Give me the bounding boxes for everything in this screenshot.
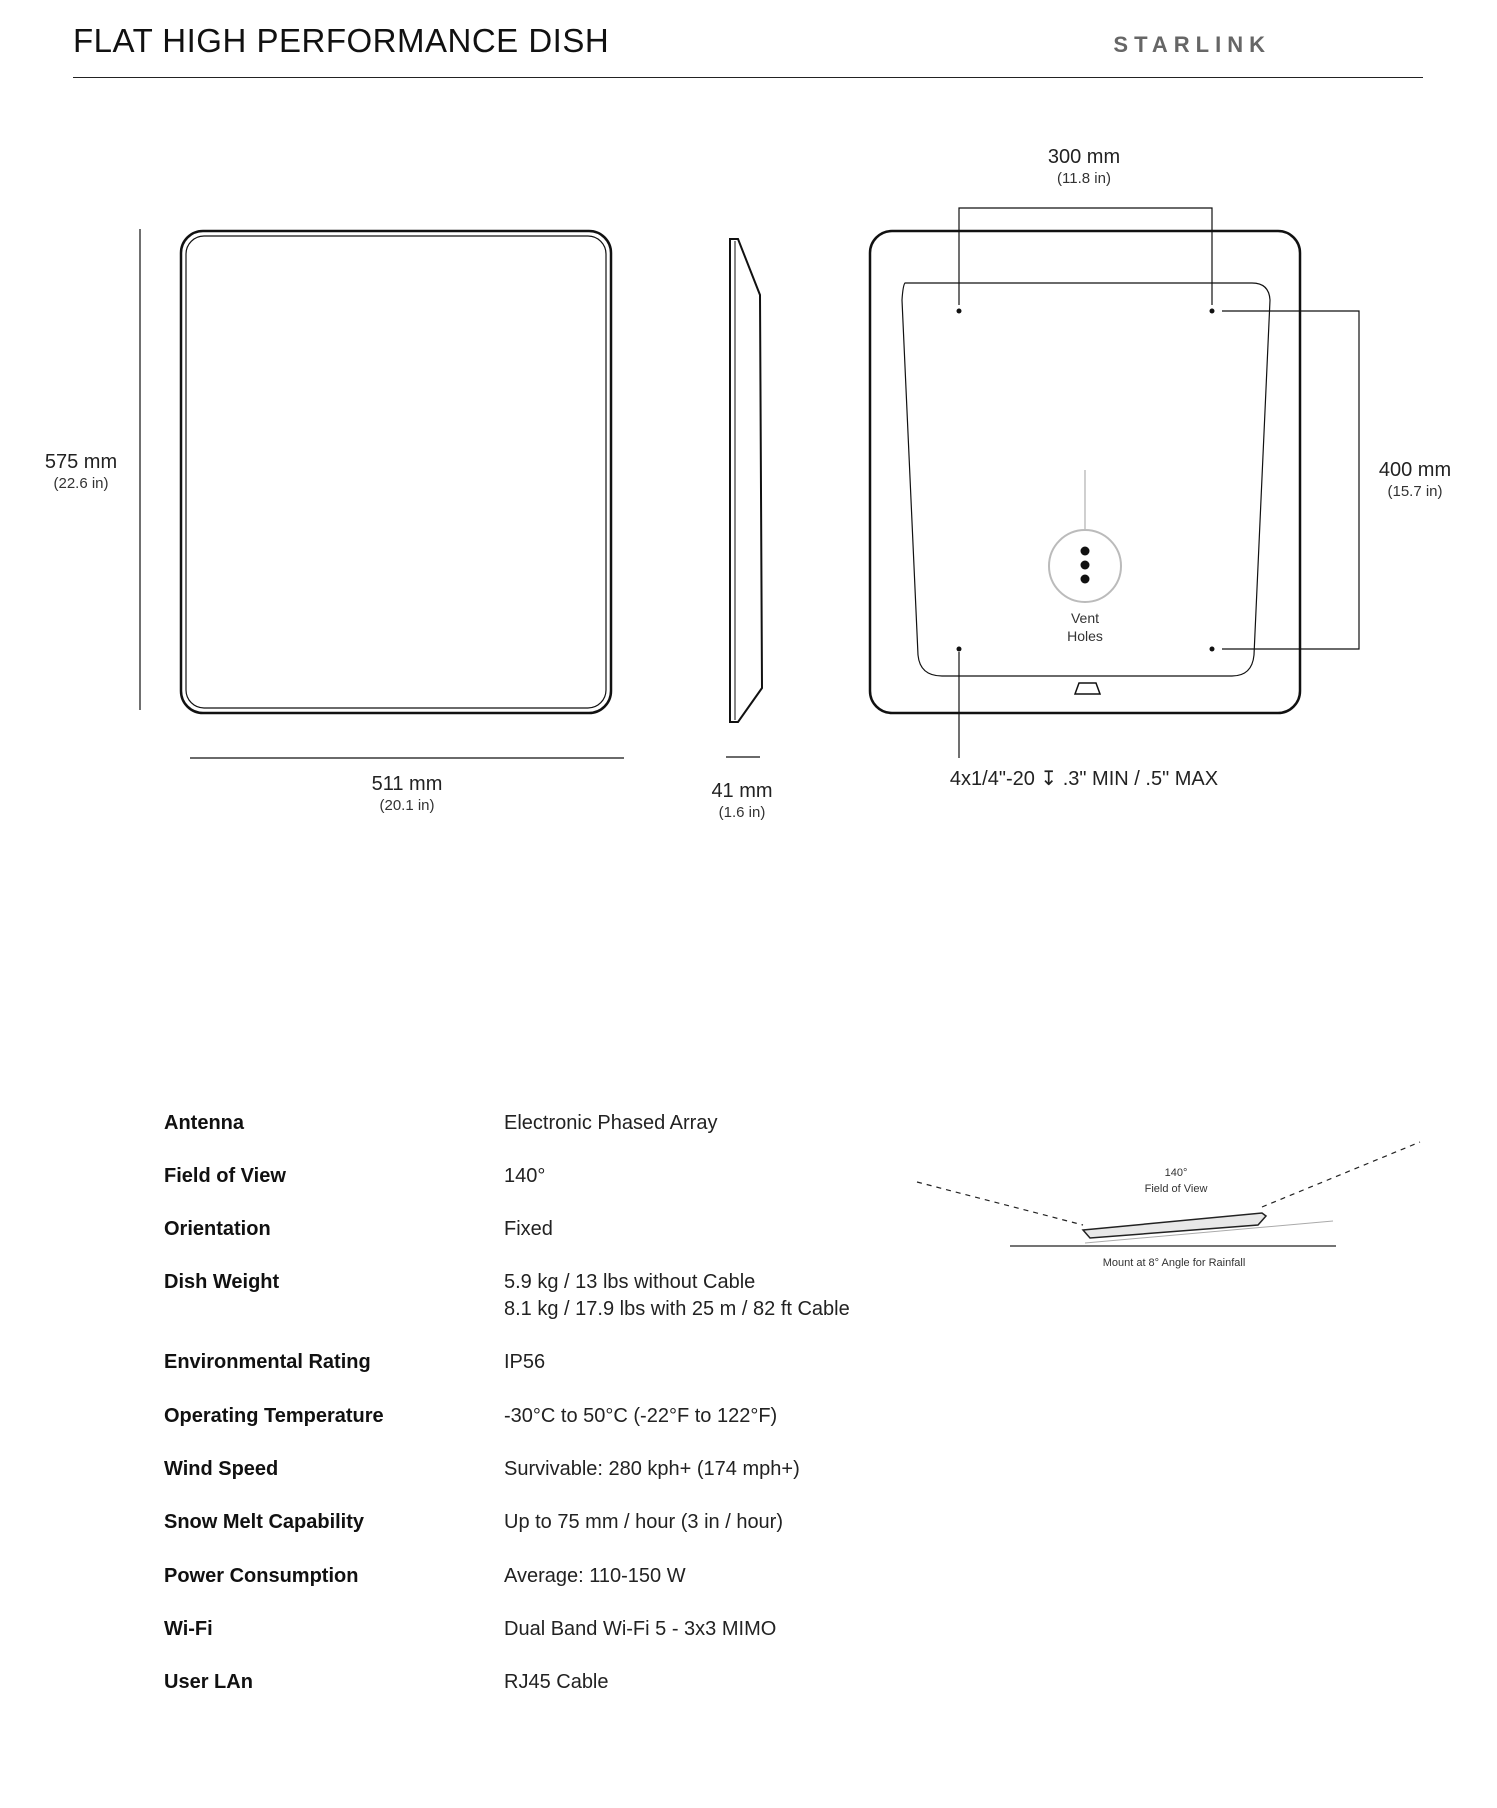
width-label: 511 mm	[371, 773, 443, 795]
back-view	[870, 208, 1359, 758]
front-panel-outer	[181, 231, 611, 713]
hole-spacing-h-label: 300 mm	[1047, 146, 1121, 168]
spec-value: Survivable: 280 kph+ (174 mph+)	[504, 1458, 800, 1480]
brand-logo: STARLINK	[1113, 32, 1271, 57]
spec-label: Dish Weight	[164, 1271, 280, 1293]
mount-caption: Mount at 8° Angle for Rainfall	[1102, 1257, 1246, 1269]
mount-hole	[1210, 309, 1215, 314]
spec-label: User LAn	[164, 1671, 253, 1693]
mount-hole	[1210, 647, 1215, 652]
mount-hole	[957, 647, 962, 652]
fov-line-left	[917, 1182, 1083, 1225]
hole-spacing-v-label-in: (15.7 in)	[1387, 483, 1443, 500]
dish-profile-icon	[1083, 1213, 1266, 1238]
spec-table	[164, 1110, 884, 1722]
height-label: 575 mm	[44, 451, 118, 473]
mount-holes	[957, 309, 1215, 652]
spec-row-environmental-rating	[164, 1349, 884, 1403]
spec-label: Field of View	[164, 1165, 286, 1187]
spec-label: Antenna	[164, 1112, 244, 1134]
height-label-in: (22.6 in)	[53, 475, 109, 492]
vent-label-line1: Vent	[1070, 610, 1100, 626]
spec-label: Power Consumption	[164, 1565, 359, 1587]
spec-value: IP56	[504, 1351, 546, 1373]
spec-row-wifi	[164, 1616, 884, 1669]
spec-row-antenna	[164, 1110, 884, 1163]
spec-value: RJ45 Cable	[504, 1671, 609, 1693]
spec-value: -30°C to 50°C (-22°F to 122°F)	[504, 1405, 778, 1427]
spec-label: Operating Temperature	[164, 1405, 384, 1427]
spec-label: Environmental Rating	[164, 1351, 371, 1373]
vent-holes-icon	[1081, 547, 1090, 584]
spec-value: 140°	[504, 1165, 546, 1187]
depth-label: 41 mm	[711, 780, 773, 802]
spec-label: Orientation	[164, 1218, 271, 1240]
spec-row-orientation	[164, 1216, 884, 1269]
spec-value: Fixed	[504, 1218, 553, 1240]
vent-label-line2: Holes	[1067, 628, 1103, 644]
cable-port	[1075, 683, 1100, 694]
hole-spacing-v-label: 400 mm	[1378, 459, 1452, 481]
front-panel-inner	[186, 236, 606, 708]
spec-row-snow-melt	[164, 1509, 884, 1563]
vertical-spacing-bracket	[1222, 311, 1359, 649]
width-label-in: (20.1 in)	[379, 797, 435, 814]
spec-value: Electronic Phased Array	[504, 1112, 718, 1134]
page-title: FLAT HIGH PERFORMANCE DISH	[73, 22, 610, 59]
spec-row-power-consumption	[164, 1563, 884, 1616]
spec-row-user-lan	[164, 1669, 884, 1722]
spec-value: Up to 75 mm / hour (3 in / hour)	[504, 1511, 784, 1533]
fov-text-label: Field of View	[1144, 1183, 1208, 1195]
spec-label: Wi-Fi	[164, 1618, 213, 1640]
fov-value-label: 140°	[1164, 1167, 1188, 1179]
mount-hole	[957, 309, 962, 314]
mount-spec-label: 4x1/4"-20 ↧ .3" MIN / .5" MAX	[949, 768, 1219, 790]
hole-spacing-h-label-in: (11.8 in)	[1057, 170, 1111, 187]
spec-row-field-of-view	[164, 1163, 884, 1216]
spec-value: 5.9 kg / 13 lbs without Cable 8.1 kg / 17.9 lbs with 25 m / 82 ft Cable	[504, 1271, 850, 1320]
spec-label: Wind Speed	[164, 1458, 279, 1480]
side-view	[726, 239, 762, 757]
spec-label: Snow Melt Capability	[164, 1511, 365, 1533]
horizontal-spacing-bracket	[959, 208, 1212, 305]
spec-value: Average: 110-150 W	[504, 1565, 686, 1587]
front-view	[140, 229, 624, 758]
depth-label-in: (1.6 in)	[718, 804, 766, 821]
spec-row-wind-speed	[164, 1456, 884, 1509]
fov-line-right	[1262, 1142, 1420, 1207]
spec-row-dish-weight	[164, 1269, 884, 1349]
spec-value: Dual Band Wi-Fi 5 - 3x3 MIMO	[504, 1618, 777, 1640]
spec-row-operating-temperature	[164, 1403, 884, 1456]
